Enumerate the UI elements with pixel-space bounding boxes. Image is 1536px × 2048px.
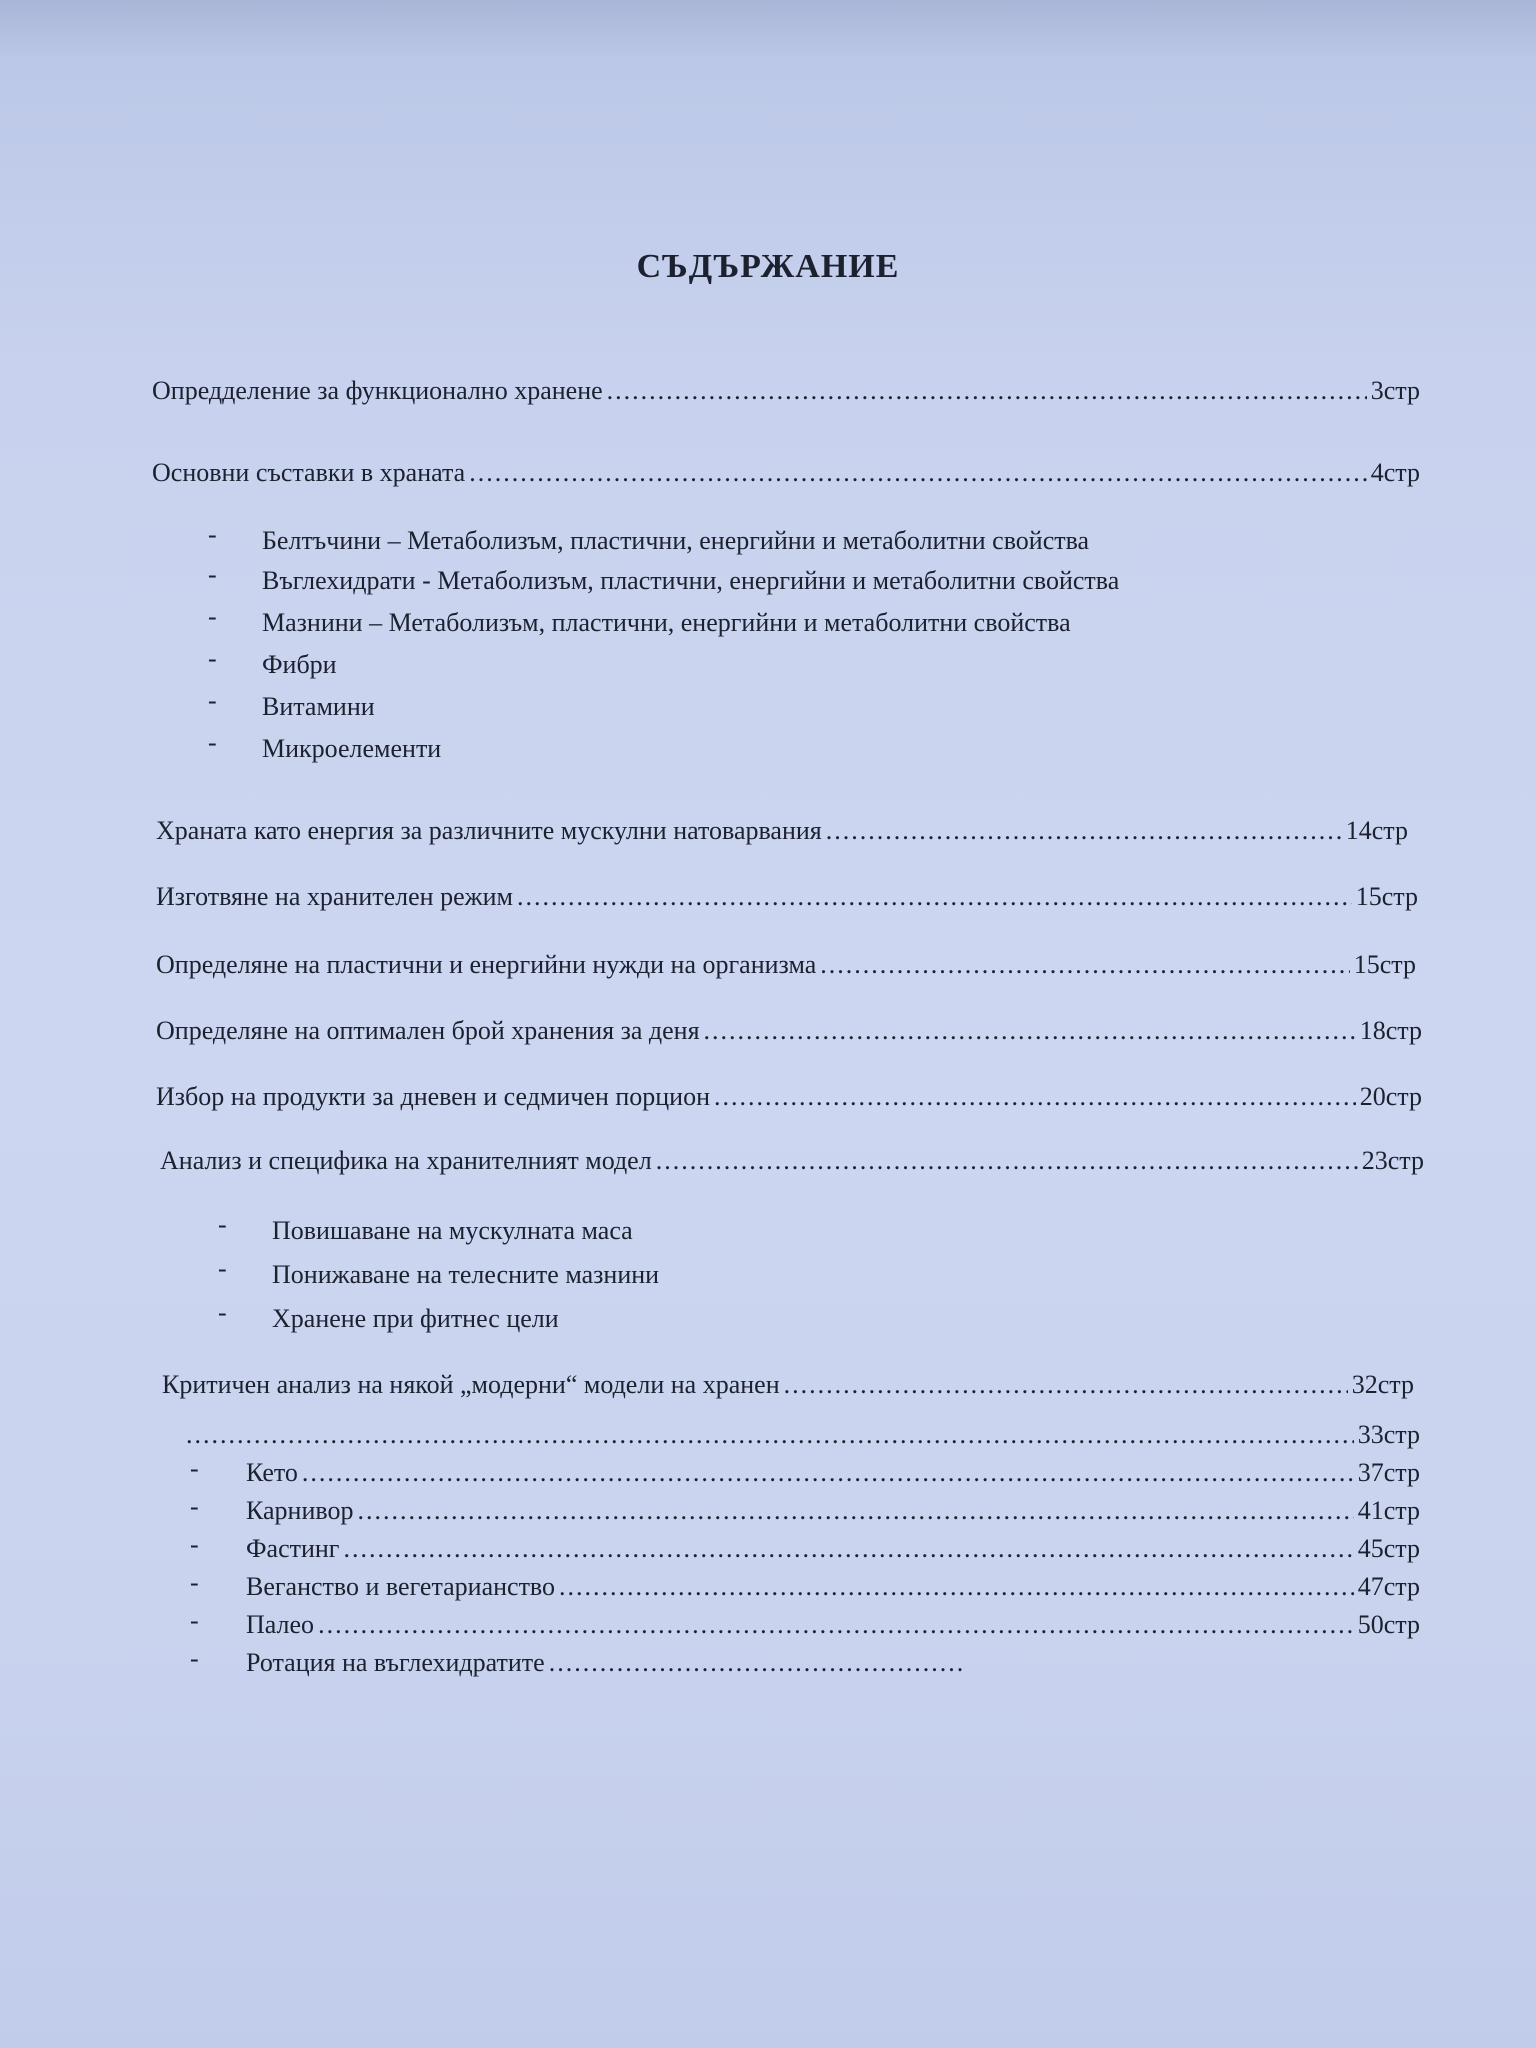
toc-entry-page: 15стр xyxy=(1355,882,1418,911)
toc-entry-label: Изготвяне на хранителен режим xyxy=(156,882,513,911)
model-label: Палео xyxy=(246,1610,315,1639)
list-dash: - xyxy=(218,1210,227,1239)
toc-entry xyxy=(156,950,1416,980)
toc-leader xyxy=(517,882,1352,912)
toc-entry xyxy=(156,1016,1422,1046)
nutrient-item: Мазнини – Метаболизъм, пластични, енергийни и метаболитни свойства xyxy=(262,608,1071,637)
nutrient-item: Белтъчини – Метаболизъм, пластични, енергийни и метаболитни свойства xyxy=(262,526,1090,555)
toc-entry xyxy=(156,882,1418,912)
list-dash: - xyxy=(218,1254,227,1283)
list-dash: - xyxy=(208,560,217,589)
toc-entry-page: 4стр xyxy=(1370,458,1420,487)
page-title: СЪДЪРЖАНИЕ xyxy=(636,248,900,285)
toc-entry xyxy=(156,816,1408,846)
goal-item: Понижаване на телесните мазнини xyxy=(272,1260,660,1289)
nutrient-item: Фибри xyxy=(262,650,337,679)
toc-leader xyxy=(784,1370,1348,1400)
list-dash: - xyxy=(190,1606,199,1635)
toc-entry-page: 23стр xyxy=(1361,1146,1424,1175)
model-page: 45стр xyxy=(1357,1534,1420,1563)
toc-leader xyxy=(357,1496,1353,1526)
toc-leader xyxy=(704,1016,1356,1046)
list-dash: - xyxy=(190,1530,199,1559)
nutrient-item: Въглехидрати - Метаболизъм, пластични, енергийни и метаболитни свойства xyxy=(262,566,1120,595)
toc-entry xyxy=(152,458,1420,488)
list-dash: - xyxy=(190,1568,199,1597)
toc-entry-label: Определяне на оптимален брой хранения за деня xyxy=(156,1016,700,1045)
model-entry xyxy=(246,1648,966,1678)
goal-item: Хранене при фитнес цели xyxy=(272,1304,559,1333)
toc-entry-page: 32стр xyxy=(1351,1370,1414,1399)
model-entry xyxy=(246,1534,1420,1564)
toc-entry-page: 14стр xyxy=(1345,816,1408,845)
model-label: Кето xyxy=(246,1458,298,1487)
model-label: Ротация на въглехидратите xyxy=(246,1648,545,1677)
toc-leader xyxy=(343,1534,1353,1564)
toc-entry-label: Опредделение за функционално хранене xyxy=(152,376,603,405)
toc-leader xyxy=(549,1648,962,1678)
model-label: Фастинг xyxy=(246,1534,340,1563)
toc-entry-page: 15стр xyxy=(1353,950,1416,979)
model-entry xyxy=(246,1572,1420,1602)
list-dash: - xyxy=(208,644,217,673)
model-entry xyxy=(246,1610,1420,1640)
toc-entry-page: 33стр xyxy=(1357,1420,1420,1449)
list-dash: - xyxy=(190,1492,199,1521)
model-page: 37стр xyxy=(1357,1458,1420,1487)
toc-leader xyxy=(714,1082,1356,1112)
model-label: Веганство и вегетарианство xyxy=(246,1572,556,1601)
toc-leader xyxy=(469,458,1367,488)
list-dash: - xyxy=(190,1454,199,1483)
model-page: 41стр xyxy=(1357,1496,1420,1525)
toc-leader-line xyxy=(182,1420,1420,1450)
toc-entry xyxy=(160,1146,1424,1176)
model-page: 47стр xyxy=(1357,1572,1420,1601)
toc-leader xyxy=(186,1420,1354,1450)
model-entry xyxy=(246,1496,1420,1526)
nutrient-item: Витамини xyxy=(262,692,375,721)
page-shadow xyxy=(0,0,1536,60)
model-entry xyxy=(246,1458,1420,1488)
nutrient-item: Микроелементи xyxy=(262,734,442,763)
toc-entry xyxy=(152,376,1420,406)
toc-entry-label: Определяне на пластични и енергийни нужди на организма xyxy=(156,950,817,979)
toc-entry-page: 18стр xyxy=(1359,1016,1422,1045)
toc-entry-label: Храната като енергия за различните мускулни натоварвания xyxy=(156,816,822,845)
toc-entry-page: 20стр xyxy=(1359,1082,1422,1111)
toc-entry-label: Критичен анализ на някой „модерни“ модели на хранен xyxy=(162,1370,780,1399)
toc-leader xyxy=(826,816,1342,846)
toc-leader xyxy=(302,1458,1354,1488)
toc-entry xyxy=(162,1370,1414,1400)
toc-leader xyxy=(559,1572,1354,1602)
list-dash: - xyxy=(208,602,217,631)
toc-entry-page: 3стр xyxy=(1370,376,1420,405)
list-dash: - xyxy=(208,520,217,549)
toc-entry-label: Анализ и специфика на хранителният модел xyxy=(160,1146,652,1175)
model-page: 50стр xyxy=(1357,1610,1420,1639)
list-dash: - xyxy=(218,1298,227,1327)
toc-leader xyxy=(607,376,1367,406)
list-dash: - xyxy=(190,1644,199,1673)
list-dash: - xyxy=(208,686,217,715)
goal-item: Повишаване на мускулната маса xyxy=(272,1216,633,1245)
toc-leader xyxy=(318,1610,1354,1640)
toc-entry-label: Основни съставки в храната xyxy=(152,458,466,487)
list-dash: - xyxy=(208,728,217,757)
toc-entry xyxy=(156,1082,1422,1112)
model-label: Карнивор xyxy=(246,1496,354,1525)
toc-leader xyxy=(820,950,1350,980)
toc-leader xyxy=(656,1146,1358,1176)
toc-entry-label: Избор на продукти за дневен и седмичен порцион xyxy=(156,1082,711,1111)
